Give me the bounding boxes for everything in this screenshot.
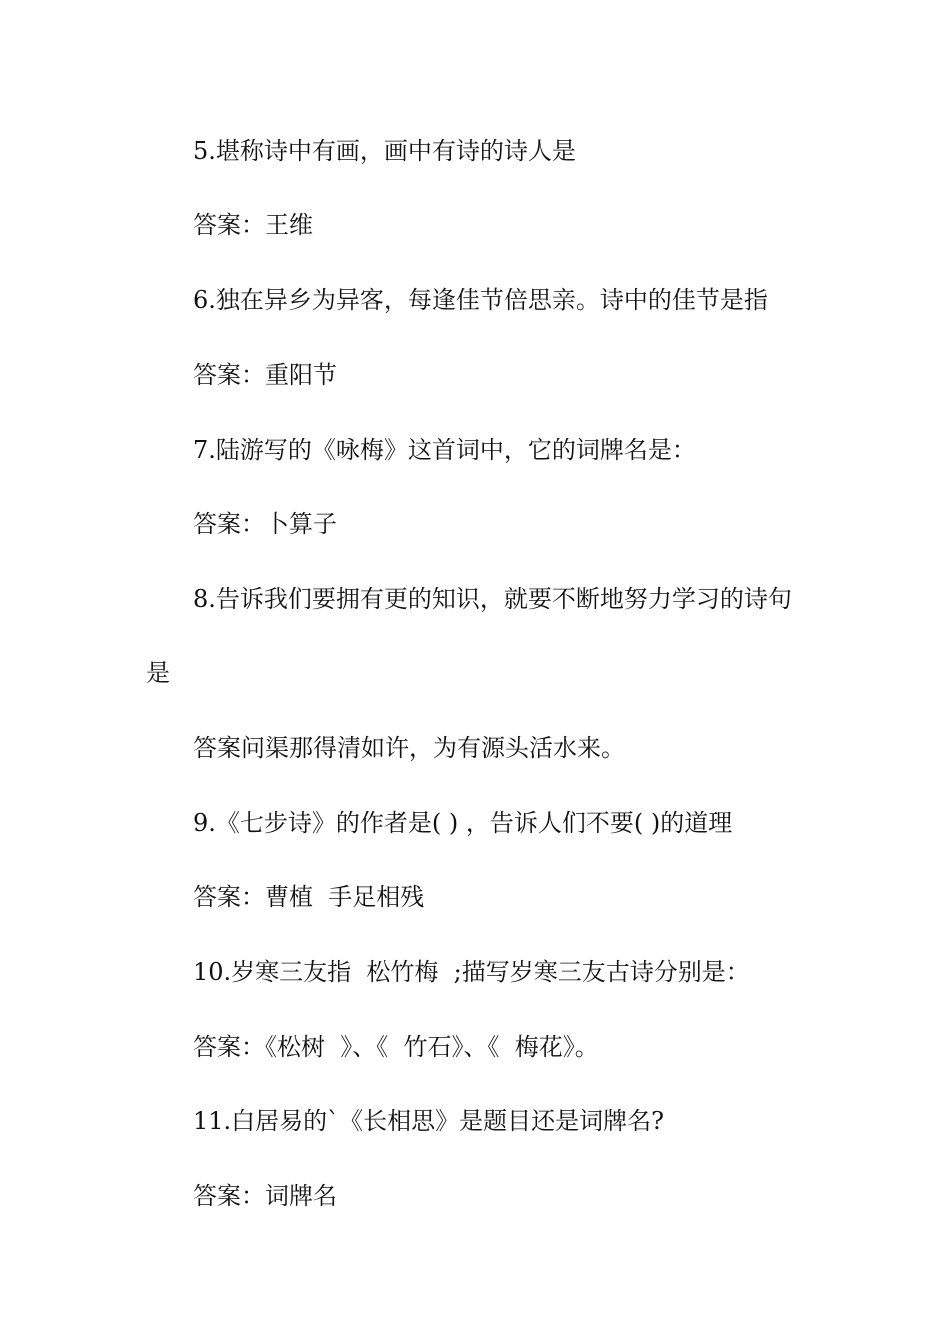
- question-11: 11.白居易的`《长相思》是题目还是词牌名?: [193, 1107, 665, 1135]
- question-8-continuation: 是: [146, 659, 170, 687]
- answer-10: 答案：《松树 》、《 竹石》、《 梅花》。: [193, 1033, 599, 1061]
- question-9: 9.《七步诗》的作者是( ) ，告诉人们不要( )的道理: [193, 809, 733, 837]
- question-6: 6.独在异乡为异客，每逢佳节倍思亲。诗中的佳节是指: [193, 286, 768, 314]
- answer-11: 答案：词牌名: [193, 1182, 337, 1210]
- answer-7: 答案：卜算子: [193, 510, 337, 538]
- answer-6: 答案：重阳节: [193, 361, 337, 389]
- answer-9: 答案：曹植 手足相残: [193, 883, 425, 911]
- question-10: 10.岁寒三友指 松竹梅 ;描写岁寒三友古诗分别是：: [193, 958, 750, 986]
- answer-5: 答案：王维: [193, 211, 313, 239]
- answer-8: 答案问渠那得清如许，为有源头活水来。: [193, 734, 625, 762]
- question-8: 8.告诉我们要拥有更的知识，就要不断地努力学习的诗句: [193, 585, 792, 613]
- question-7: 7.陆游写的《咏梅》这首词中，它的词牌名是：: [193, 436, 696, 464]
- question-5: 5.堪称诗中有画，画中有诗的诗人是: [193, 137, 576, 165]
